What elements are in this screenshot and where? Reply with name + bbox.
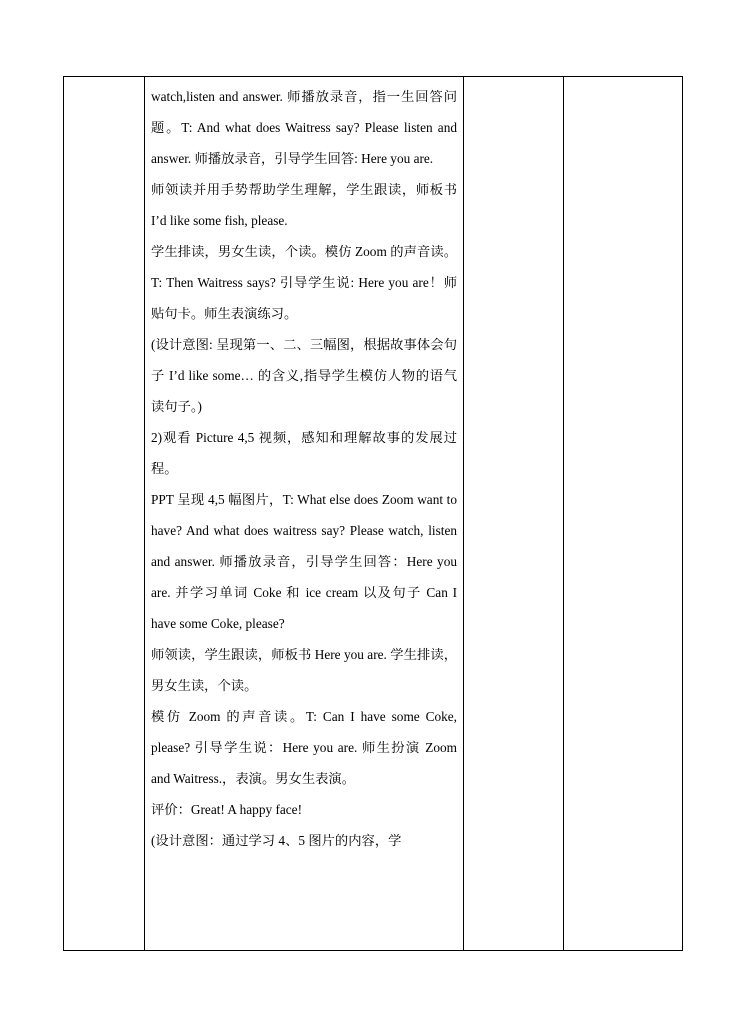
paragraph: (设计意图: 呈现第一、二、三幅图，根据故事体会句子 I’d like some… 的含义,指导学生模仿人物的语气读句子。)	[151, 337, 457, 414]
student-activity-cell	[464, 77, 564, 951]
table-row	[64, 77, 683, 951]
paragraph: 评价：Great! A happy face!	[151, 802, 303, 817]
notes-cell	[564, 77, 683, 951]
teaching-process-content	[145, 77, 463, 856]
paragraph: PPT 呈现 4,5 幅图片，T: What else does Zoom want to have? And what does waitress say? Please watch, listen and answer. 师播放录音，引导学生回答：Here you are. 并学习单词 Coke 和 ice cream 以及句子 Can I have some Coke, please?	[151, 492, 457, 631]
paragraph: 2)观看 Picture 4,5 视频，感知和理解故事的发展过程。	[151, 430, 457, 476]
teaching-process-cell	[145, 77, 464, 951]
lesson-plan-table	[63, 76, 683, 951]
paragraph: watch,listen and answer. 师播放录音，指一生回答问题。T: And what does Waitress say? Please listen and answer. 师播放录音，引导学生回答: Here you are.	[151, 89, 457, 166]
paragraph: 学生排读，男女生读，个读。模仿 Zoom 的声音读。T: Then Waitress says? 引导学生说: Here you are！师贴句卡。师生表演练习。	[151, 244, 457, 321]
paragraph: 师领读，学生跟读，师板书 Here you are. 学生排读，男女生读，个读。	[151, 647, 457, 693]
step-cell	[64, 77, 145, 951]
paragraph: 模仿 Zoom 的声音读。T: Can I have some Coke, please? 引导学生说：Here you are. 师生扮演 Zoom and Waitress.，表演。男女生表演。	[151, 709, 457, 786]
paragraph: (设计意图：通过学习 4、5 图片的内容，学	[151, 833, 402, 848]
paragraph: 师领读并用手势帮助学生理解，学生跟读，师板书 I’d like some fish, please.	[151, 182, 457, 228]
